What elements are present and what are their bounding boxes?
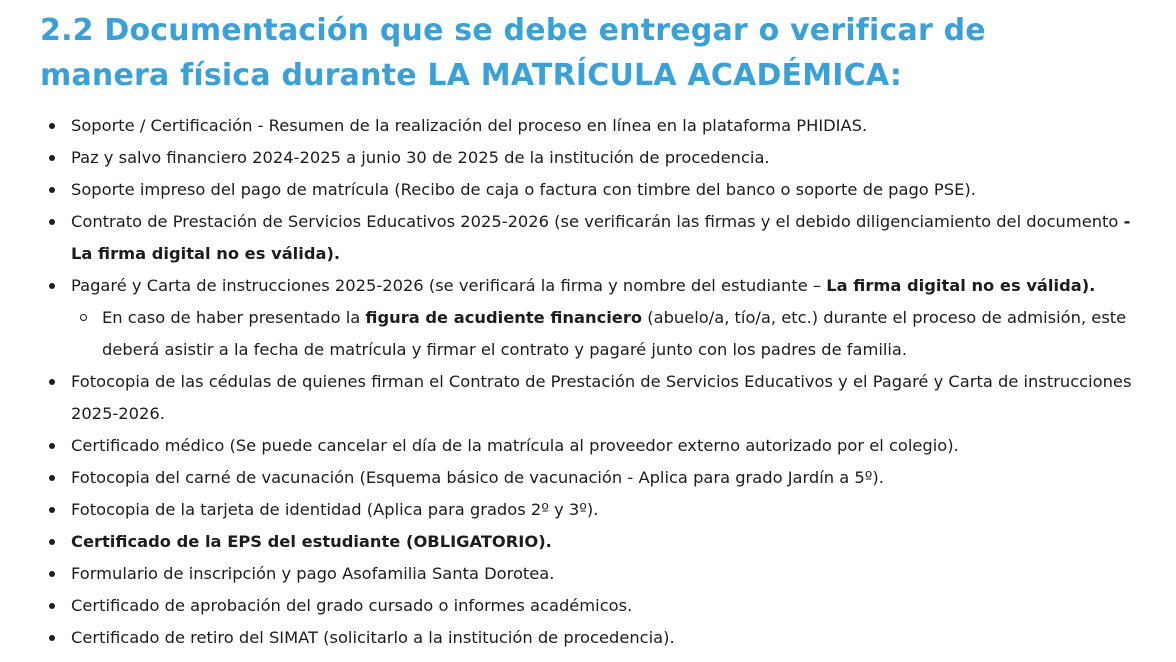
sub-item-bold-text: figura de acudiente financiero	[365, 308, 643, 327]
list-item	[0, 142, 1176, 174]
heading-line-2: manera física durante LA MATRÍCULA ACADÉMICA:	[40, 58, 903, 93]
item-bold-text: La firma digital no es válida).	[826, 276, 1096, 295]
item-text: Soporte / Certificación - Resumen de la realización del proceso en línea en la plataforma PHIDIAS.	[71, 116, 868, 135]
list-item	[0, 494, 1176, 526]
item-text: Certificado de retiro del SIMAT (solicitarlo a la institución de procedencia).	[71, 628, 675, 647]
list-item	[0, 430, 1176, 462]
item-text: Paz y salvo financiero 2024-2025 a junio 30 de 2025 de la institución de procedencia.	[71, 148, 770, 167]
heading-line-1: 2.2 Documentación que se debe entregar o verificar de	[40, 13, 986, 48]
documents-list	[0, 110, 1176, 654]
item-text: Soporte impreso del pago de matrícula (Recibo de caja o factura con timbre del banco o soporte de pago PSE).	[71, 180, 976, 199]
list-item	[0, 590, 1176, 622]
list-item	[0, 270, 1176, 302]
sub-item-text-before: En caso de haber presentado la	[102, 308, 366, 327]
section-heading	[40, 8, 1150, 98]
item-text: Certificado médico (Se puede cancelar el día de la matrícula al proveedor externo autorizado por el colegio).	[71, 436, 959, 455]
item-text: Pagaré y Carta de instrucciones 2025-2026 (se verificará la firma y nombre del estudiante –	[71, 276, 827, 295]
list-item	[0, 462, 1176, 494]
list-item	[0, 206, 1176, 270]
list-item	[0, 622, 1176, 654]
sub-list-item	[0, 302, 1176, 366]
item-text: Contrato de Prestación de Servicios Educativos 2025-2026 (se verificarán las firmas y el debido diligenciamiento del documento	[71, 212, 1124, 231]
list-item	[0, 558, 1176, 590]
item-text: Certificado de aprobación del grado cursado o informes académicos.	[71, 596, 633, 615]
list-item	[0, 110, 1176, 142]
item-text: Fotocopia de la tarjeta de identidad (Aplica para grados 2º y 3º).	[71, 500, 599, 519]
item-bold-text: - La firma digital no es válida).	[71, 212, 1131, 263]
sub-item-text-after: (abuelo/a, tío/a, etc.) durante el proceso de admisión, este deberá asistir a la fecha de matrícula y firmar el contrato y pagaré junto con los padres de familia.	[102, 308, 1127, 359]
item-text: Fotocopia del carné de vacunación (Esquema básico de vacunación - Aplica para grado Jardín a 5º).	[71, 468, 884, 487]
item-bold-text: Certificado de la EPS del estudiante (OBLIGATORIO).	[71, 532, 552, 551]
item-text: Formulario de inscripción y pago Asofamilia Santa Dorotea.	[71, 564, 555, 583]
list-item	[0, 526, 1176, 558]
item-text: Fotocopia de las cédulas de quienes firman el Contrato de Prestación de Servicios Educativos y el Pagaré y Carta de instrucciones 2025-2026.	[71, 372, 1132, 423]
list-item	[0, 366, 1176, 430]
list-item	[0, 174, 1176, 206]
